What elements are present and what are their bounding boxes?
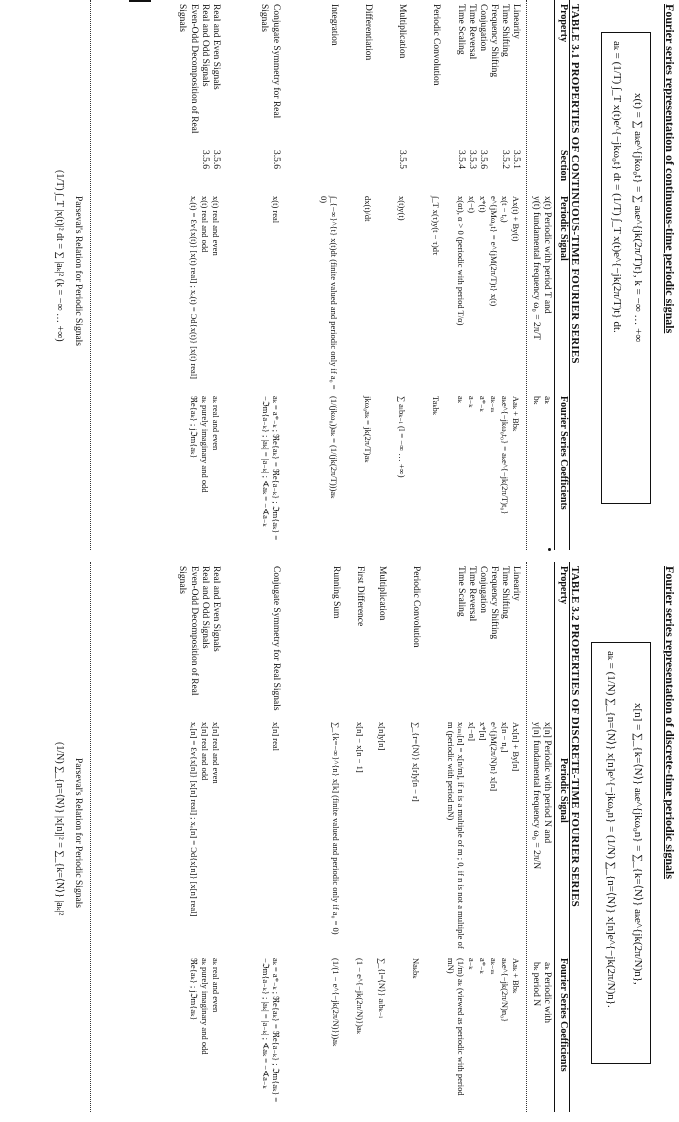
dt-signal-def-2: y[n] fundamental frequency ω₀ = 2π/N	[531, 722, 541, 870]
dt-table-top-rule	[569, 562, 570, 1112]
ct-formula-box	[601, 32, 651, 504]
ct-property: Integration	[329, 4, 339, 46]
ct-coefficient: Aaₖ + Bbₖ	[511, 396, 521, 432]
dt-property: Conjugation	[478, 566, 488, 613]
dt-coefficient: ℜe{aₖ} ; jℑm{aₖ}	[189, 958, 199, 1021]
ct-section: 3.5.6	[271, 150, 281, 169]
ct-section: 3.5.6	[478, 150, 488, 169]
dt-signal: x[n − n₀]	[500, 722, 510, 753]
dt-signal: x[n] − x[n − 1]	[355, 722, 365, 773]
ct-coefficient: (1/(jkω₀))aₖ = (1/(jk(2π/T)))aₖ	[329, 396, 339, 499]
dt-analysis-equation: aₖ = (1/N) ∑_{n=⟨N⟩} x[n]e^{−jkω₀n} = (1/N) ∑_{n=⟨N⟩} x[n]e^{−jk(2π/N)n}.	[605, 651, 617, 1008]
ct-signal: x(t) real	[271, 196, 281, 224]
dt-col-coef: Fourier Series Coefficients	[558, 958, 569, 1072]
dt-coefficient: (1/m) aₖ (viewed as periodic with period mN)	[446, 958, 466, 1096]
dt-property: Even-Odd Decomposition of Real Signals	[177, 566, 199, 696]
dt-property: Time Reversal	[467, 566, 477, 622]
dt-col-property: Property	[558, 566, 569, 605]
dt-property: Real and Even Signals	[211, 566, 221, 652]
dt-signal: e^{jM(2π/N)n} x[n]	[489, 722, 499, 792]
ct-signal-def-2: y(t) fundamental frequency ω₀ = 2π/T	[531, 196, 541, 340]
ct-signal-def-1: x(t) Periodic with period T and	[542, 196, 552, 314]
dt-property: Real and Odd Signals	[200, 566, 210, 649]
dt-coefficient: ∑_{l=⟨N⟩} aₗbₖ₋ₗ	[377, 958, 387, 1019]
dt-property: Multiplication	[377, 566, 387, 621]
discrete-time-section	[0, 562, 679, 1122]
ct-table-top-rule	[569, 0, 570, 550]
dt-property: Conjugate Symmetry for Real Signals	[271, 566, 281, 711]
ct-parseval-title: Parseval's Relation for Periodic Signals	[73, 196, 83, 346]
dt-coef-def-2: bₖ period N	[531, 962, 541, 1007]
ct-divider	[526, 0, 527, 550]
ct-signal: xₑ(t) = Ɛv{x(t)} [x(t) real] ; xₒ(t) = Ɔd{x(t)} [x(t) real]	[189, 196, 199, 380]
ct-col-property: Property	[558, 4, 569, 43]
ct-signal: x*(t)	[478, 196, 488, 213]
ct-section: 3.5.5	[397, 150, 407, 169]
ct-section: 3.5.6	[200, 150, 210, 169]
dt-signal: x[n] real	[271, 722, 281, 752]
dt-signal: x₍ₘ₎[n] = x[n/m], if n is a multiple of m ; 0, if n is not a multiple of m (periodic with period mN)	[446, 722, 466, 949]
ct-section: 3.5.3	[467, 150, 477, 169]
dt-synthesis-equation: x[n] = ∑_{k=⟨N⟩} aₖe^{jkω₀n} = ∑_{k=⟨N⟩} aₖe^{jk(2π/N)n},	[632, 703, 644, 985]
ct-coefficient: aₖ = a*₋ₖ ; ℜe{aₖ} = ℜe{a₋ₖ} ; ℑm{aₖ} = −ℑm{a₋ₖ} ; |aₖ| = |a₋ₖ| ; ∢aₖ = −∢a₋ₖ	[261, 396, 281, 541]
dt-coef-def-1: aₖ Periodic with	[542, 962, 552, 1023]
dt-col-signal: Periodic Signal	[558, 758, 569, 823]
ct-signal: x(t)y(t)	[397, 196, 407, 221]
ct-property: Frequency Shifting	[489, 4, 499, 78]
ct-property: Conjugate Symmetry for Real Signals	[259, 4, 281, 119]
ct-coefficient: Taₖbₖ	[431, 396, 441, 415]
stray-dot-mark	[548, 548, 551, 551]
dt-bottom-divider	[90, 562, 91, 1112]
ct-property: Differentiation	[363, 4, 373, 61]
ct-signal: ∫_T x(τ)y(t − τ)dτ	[431, 196, 441, 256]
ct-coefficient: a*₋ₖ	[478, 396, 488, 412]
dt-coefficient: (1 − e^{−jk(2π/N)})aₖ	[355, 958, 365, 1034]
dt-formula-box	[591, 642, 651, 1064]
ct-synthesis-equation: x(t) = ∑ aₖe^{jkω₀t} = ∑ aₖe^{jk(2π/T)t}, k = −∞ … +∞	[632, 93, 644, 343]
dt-signal: x[−n]	[467, 722, 477, 741]
ct-property: Periodic Convolution	[431, 4, 441, 86]
dt-coefficient: Naₖbₖ	[411, 958, 421, 979]
dt-signal: x*[n]	[478, 722, 488, 741]
ct-col-section: Section	[558, 150, 569, 182]
dt-signal: x[n] real and even	[211, 722, 221, 784]
dt-signal: Ax[n] + By[n]	[511, 722, 521, 772]
continuous-time-section	[0, 0, 679, 560]
ct-signal: e^{jMω₀t} = e^{jM(2π/T)t} x(t)	[489, 196, 499, 307]
dt-coefficient: aₖ purely imaginary and odd	[200, 958, 210, 1055]
ct-property: Conjugation	[478, 4, 488, 51]
dt-property: First Difference	[355, 566, 365, 627]
dt-coefficient: aₖ real and even	[211, 958, 221, 1013]
ct-property: Time Reversal	[467, 4, 477, 60]
ct-table-title: TABLE 3.1 PROPERTIES OF CONTINUOUS-TIME FOURIER SERIES	[569, 4, 581, 364]
dt-coefficient: a*₋ₖ	[478, 958, 488, 974]
dt-property: Running Sum	[331, 566, 341, 619]
dt-heading: Fourier series representation of discrete-time periodic signals	[663, 566, 677, 880]
dt-property: Time Shifting	[500, 566, 510, 619]
ct-header-rule	[554, 0, 555, 550]
ct-coefficient: aₖ real and even	[211, 396, 221, 451]
ct-signal: x(−t)	[467, 196, 477, 214]
dt-parseval-equation: (1/N) ∑_{n=⟨N⟩} |x[n]|² = ∑_{k=⟨N⟩} |aₖ|²	[54, 742, 65, 916]
ct-coefficient: aₖ	[456, 396, 466, 403]
dt-property: Periodic Convolution	[411, 566, 421, 648]
ct-section: 3.5.2	[500, 150, 510, 169]
ct-coefficient: jkω₀aₖ = jk(2π/T)aₖ	[363, 396, 373, 463]
ct-parseval-equation: (1/T) ∫_T |x(t)|² dt = ∑ |aₖ|² (k = −∞ … +∞)	[54, 170, 65, 342]
ct-coef-def-2: bₖ	[531, 396, 541, 405]
ct-signal: dx(t)/dt	[363, 196, 373, 222]
ct-coef-def-1: aₖ	[542, 396, 552, 404]
ct-signal: x(t) real and even	[211, 196, 221, 256]
ct-signal: x(t − t₀)	[500, 196, 510, 223]
dt-coefficient: Aaₖ + Bbₖ	[511, 958, 521, 994]
dt-coefficient: aₖe^{−jk(2π/N)n₀}	[500, 958, 510, 1023]
margin-mark	[129, 0, 151, 2]
dt-signal-def-1: x[n] Periodic with period N and	[542, 722, 552, 844]
ct-signal: x(αt), α > 0 (periodic with period T/α)	[456, 196, 466, 326]
ct-section: 3.5.6	[211, 150, 221, 169]
dt-parseval-title: Parseval's Relation for Periodic Signals	[73, 758, 83, 908]
ct-section: 3.5.4	[456, 150, 466, 169]
ct-coefficient: aₖ₋ₘ	[489, 396, 499, 413]
ct-signal: ∫_{−∞}^{t} x(t)dt (finite valued and periodic only if a₀ = 0)	[319, 196, 339, 390]
dt-property: Time Scaling	[456, 566, 466, 617]
ct-analysis-equation: aₖ = (1/T) ∫_T x(t)e^{−jkω₀t} dt = (1/T) ∫_T x(t)e^{−jk(2π/T)t} dt.	[611, 41, 623, 333]
ct-property: Multiplication	[397, 4, 407, 59]
ct-property: Time Scaling	[456, 4, 466, 55]
ct-col-coef: Fourier Series Coefficients	[558, 396, 569, 510]
dt-coefficient: aₖ = a*₋ₖ ; ℜe{aₖ} = ℜe{a₋ₖ} ; ℑm{aₖ} = −ℑm{a₋ₖ} ; |aₖ| = |a₋ₖ| ; ∢aₖ = −∢a₋ₖ	[261, 958, 281, 1103]
dt-header-rule	[554, 562, 555, 1112]
ct-property: Even-Odd Decomposition of Real Signals	[177, 4, 199, 134]
dt-signal: x[n]y[n]	[377, 722, 387, 751]
ct-property: Real and Even Signals	[211, 4, 221, 90]
ct-coefficient: aₖ purely imaginary and odd	[200, 396, 210, 493]
ct-section: 3.5.1	[511, 150, 521, 169]
dt-property: Frequency Shifting	[489, 566, 499, 640]
ct-coefficient: aₖe^{−jkω₀t₀} = aₖe^{−jk(2π/T)t₀}	[500, 396, 510, 515]
dt-property: Linearity	[511, 566, 521, 601]
dt-signal: ∑_{r=⟨N⟩} x[r]y[n − r]	[411, 722, 421, 802]
dt-coefficient: a₋ₖ	[467, 958, 477, 970]
ct-bottom-divider	[90, 0, 91, 550]
dt-signal: xₑ[n] = Ɛv{x[n]} [x[n] real] ; xₒ[n] = Ɔd{x[n]} [x[n] real]	[189, 722, 199, 917]
ct-heading: Fourier series representation of continuous-time periodic signals	[663, 4, 677, 334]
dt-coefficient: aₖ₋ₘ	[489, 958, 499, 975]
dt-coefficient: (1/(1 − e^{−jk(2π/N)}))aₖ	[331, 958, 341, 1047]
ct-coefficient: ℜe{aₖ} ; jℑm{aₖ}	[189, 396, 199, 459]
dt-signal: x[n] real and odd	[200, 722, 210, 781]
dt-divider	[526, 562, 527, 1112]
ct-signal: Ax(t) + By(t)	[511, 196, 521, 242]
ct-coefficient: a₋ₖ	[467, 396, 477, 408]
ct-property: Linearity	[511, 4, 521, 39]
ct-signal: x(t) real and odd	[200, 196, 210, 253]
dt-signal: ∑_{k=−∞}^{n} x[k] (finite valued and periodic only if a₀ = 0)	[331, 722, 341, 935]
ct-coefficient: ∑ aₗbₖ₋ₗ (l = −∞ … +∞)	[397, 396, 407, 478]
ct-property: Real and Odd Signals	[200, 4, 210, 87]
dt-table-title: TABLE 3.2 PROPERTIES OF DISCRETE-TIME FOURIER SERIES	[569, 566, 581, 907]
ct-property: Time Shifting	[500, 4, 510, 57]
ct-col-signal: Periodic Signal	[558, 196, 569, 261]
